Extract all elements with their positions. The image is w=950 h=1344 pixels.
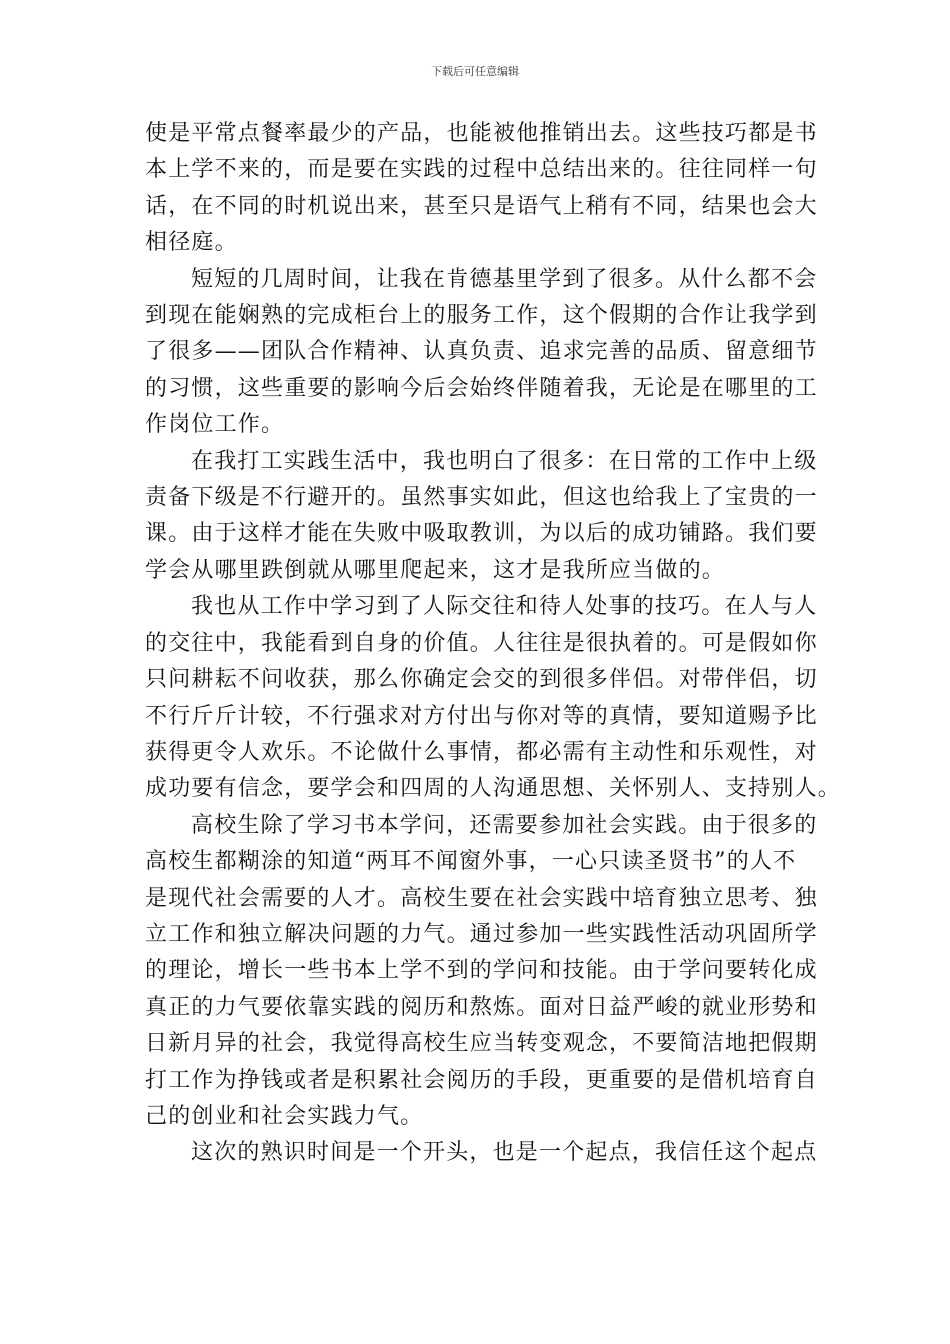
- paragraph: [145, 116, 818, 262]
- document-body: [145, 116, 842, 1172]
- text-line: 是现代社会需要的人才。高校生要在社会实践中培育独立思考、独: [145, 885, 818, 911]
- text-line: 责备下级是不行避开的。虽然事实如此，但这也给我上了宝贵的一: [145, 485, 818, 511]
- text-line: 到现在能娴熟的完成柜台上的服务工作，这个假期的合作让我学到: [145, 303, 818, 329]
- text-line: 己的创业和社会实践力气。: [145, 1103, 424, 1129]
- text-line: 相径庭。: [145, 230, 238, 256]
- text-line: 的理论，增长一些书本上学不到的学问和技能。由于学问要转化成: [145, 958, 818, 984]
- text-line: 使是平常点餐率最少的产品，也能被他推销出去。这些技巧都是书: [145, 121, 818, 146]
- text-line: 获得更令人欢乐。不论做什么事情，都必需有主动性和乐观性，对: [145, 739, 818, 765]
- text-line: 短短的几周时间，让我在肯德基里学到了很多。从什么都不会: [191, 266, 818, 292]
- text-line: 日新月异的社会，我觉得高校生应当转变观念，不要简洁地把假期: [145, 1031, 818, 1057]
- text-line: 不行斤斤计较，不行强求对方付出与你对等的真情，要知道赐予比: [145, 703, 818, 729]
- text-line: 在我打工实践生活中，我也明白了很多：在日常的工作中上级: [191, 448, 818, 474]
- text-line: 这次的熟识时间是一个开头，也是一个起点，我信任这个起点: [191, 1140, 818, 1166]
- text-line: 只问耕耘不问收获，那么你确定会交的到很多伴侣。对带伴侣，切: [145, 667, 818, 693]
- paragraph: [145, 262, 818, 444]
- text-line: 话，在不同的时机说出来，甚至只是语气上稍有不同，结果也会大: [145, 193, 818, 219]
- text-line: 课。由于这样才能在失败中吸取教训，为以后的成功铺路。我们要: [145, 521, 818, 547]
- text-line: 作岗位工作。: [145, 412, 285, 438]
- text-line: 真正的力气要依靠实践的阅历和熬炼。面对日益严峻的就业形势和: [145, 994, 818, 1020]
- paragraph: [145, 589, 842, 807]
- text-line: 了很多——团队合作精神、认真负责、追求完善的品质、留意细节: [145, 339, 818, 365]
- text-line: 学会从哪里跌倒就从哪里爬起来，这才是我所应当做的。: [145, 557, 726, 583]
- paragraph: [145, 808, 818, 1136]
- text-line: 的交往中，我能看到自身的价值。人往往是很执着的。可是假如你: [145, 630, 818, 656]
- paragraph: [145, 444, 818, 590]
- paragraph: [145, 1135, 818, 1171]
- text-line: 我也从工作中学习到了人际交往和待人处事的技巧。在人与人: [191, 594, 818, 620]
- page-header-note: 下载后可任意编辑: [431, 65, 519, 78]
- text-line: 高校生除了学习书本学问，还需要参加社会实践。由于很多的: [191, 812, 818, 838]
- text-line: 的习惯，这些重要的影响今后会始终伴随着我，无论是在哪里的工: [145, 375, 818, 401]
- text-line: 成功要有信念，要学会和四周的人沟通思想、关怀别人、支持别人。: [145, 776, 842, 802]
- text-line: 本上学不来的，而是要在实践的过程中总结出来的。往往同样一句: [145, 157, 818, 183]
- text-line: 立工作和独立解决问题的力气。通过参加一些实践性活动巩固所学: [145, 921, 818, 947]
- text-line: 高校生都糊涂的知道“两耳不闻窗外事，一心只读圣贤书”的人不: [145, 849, 797, 875]
- text-line: 打工作为挣钱或者是积累社会阅历的手段，更重要的是借机培育自: [145, 1067, 818, 1093]
